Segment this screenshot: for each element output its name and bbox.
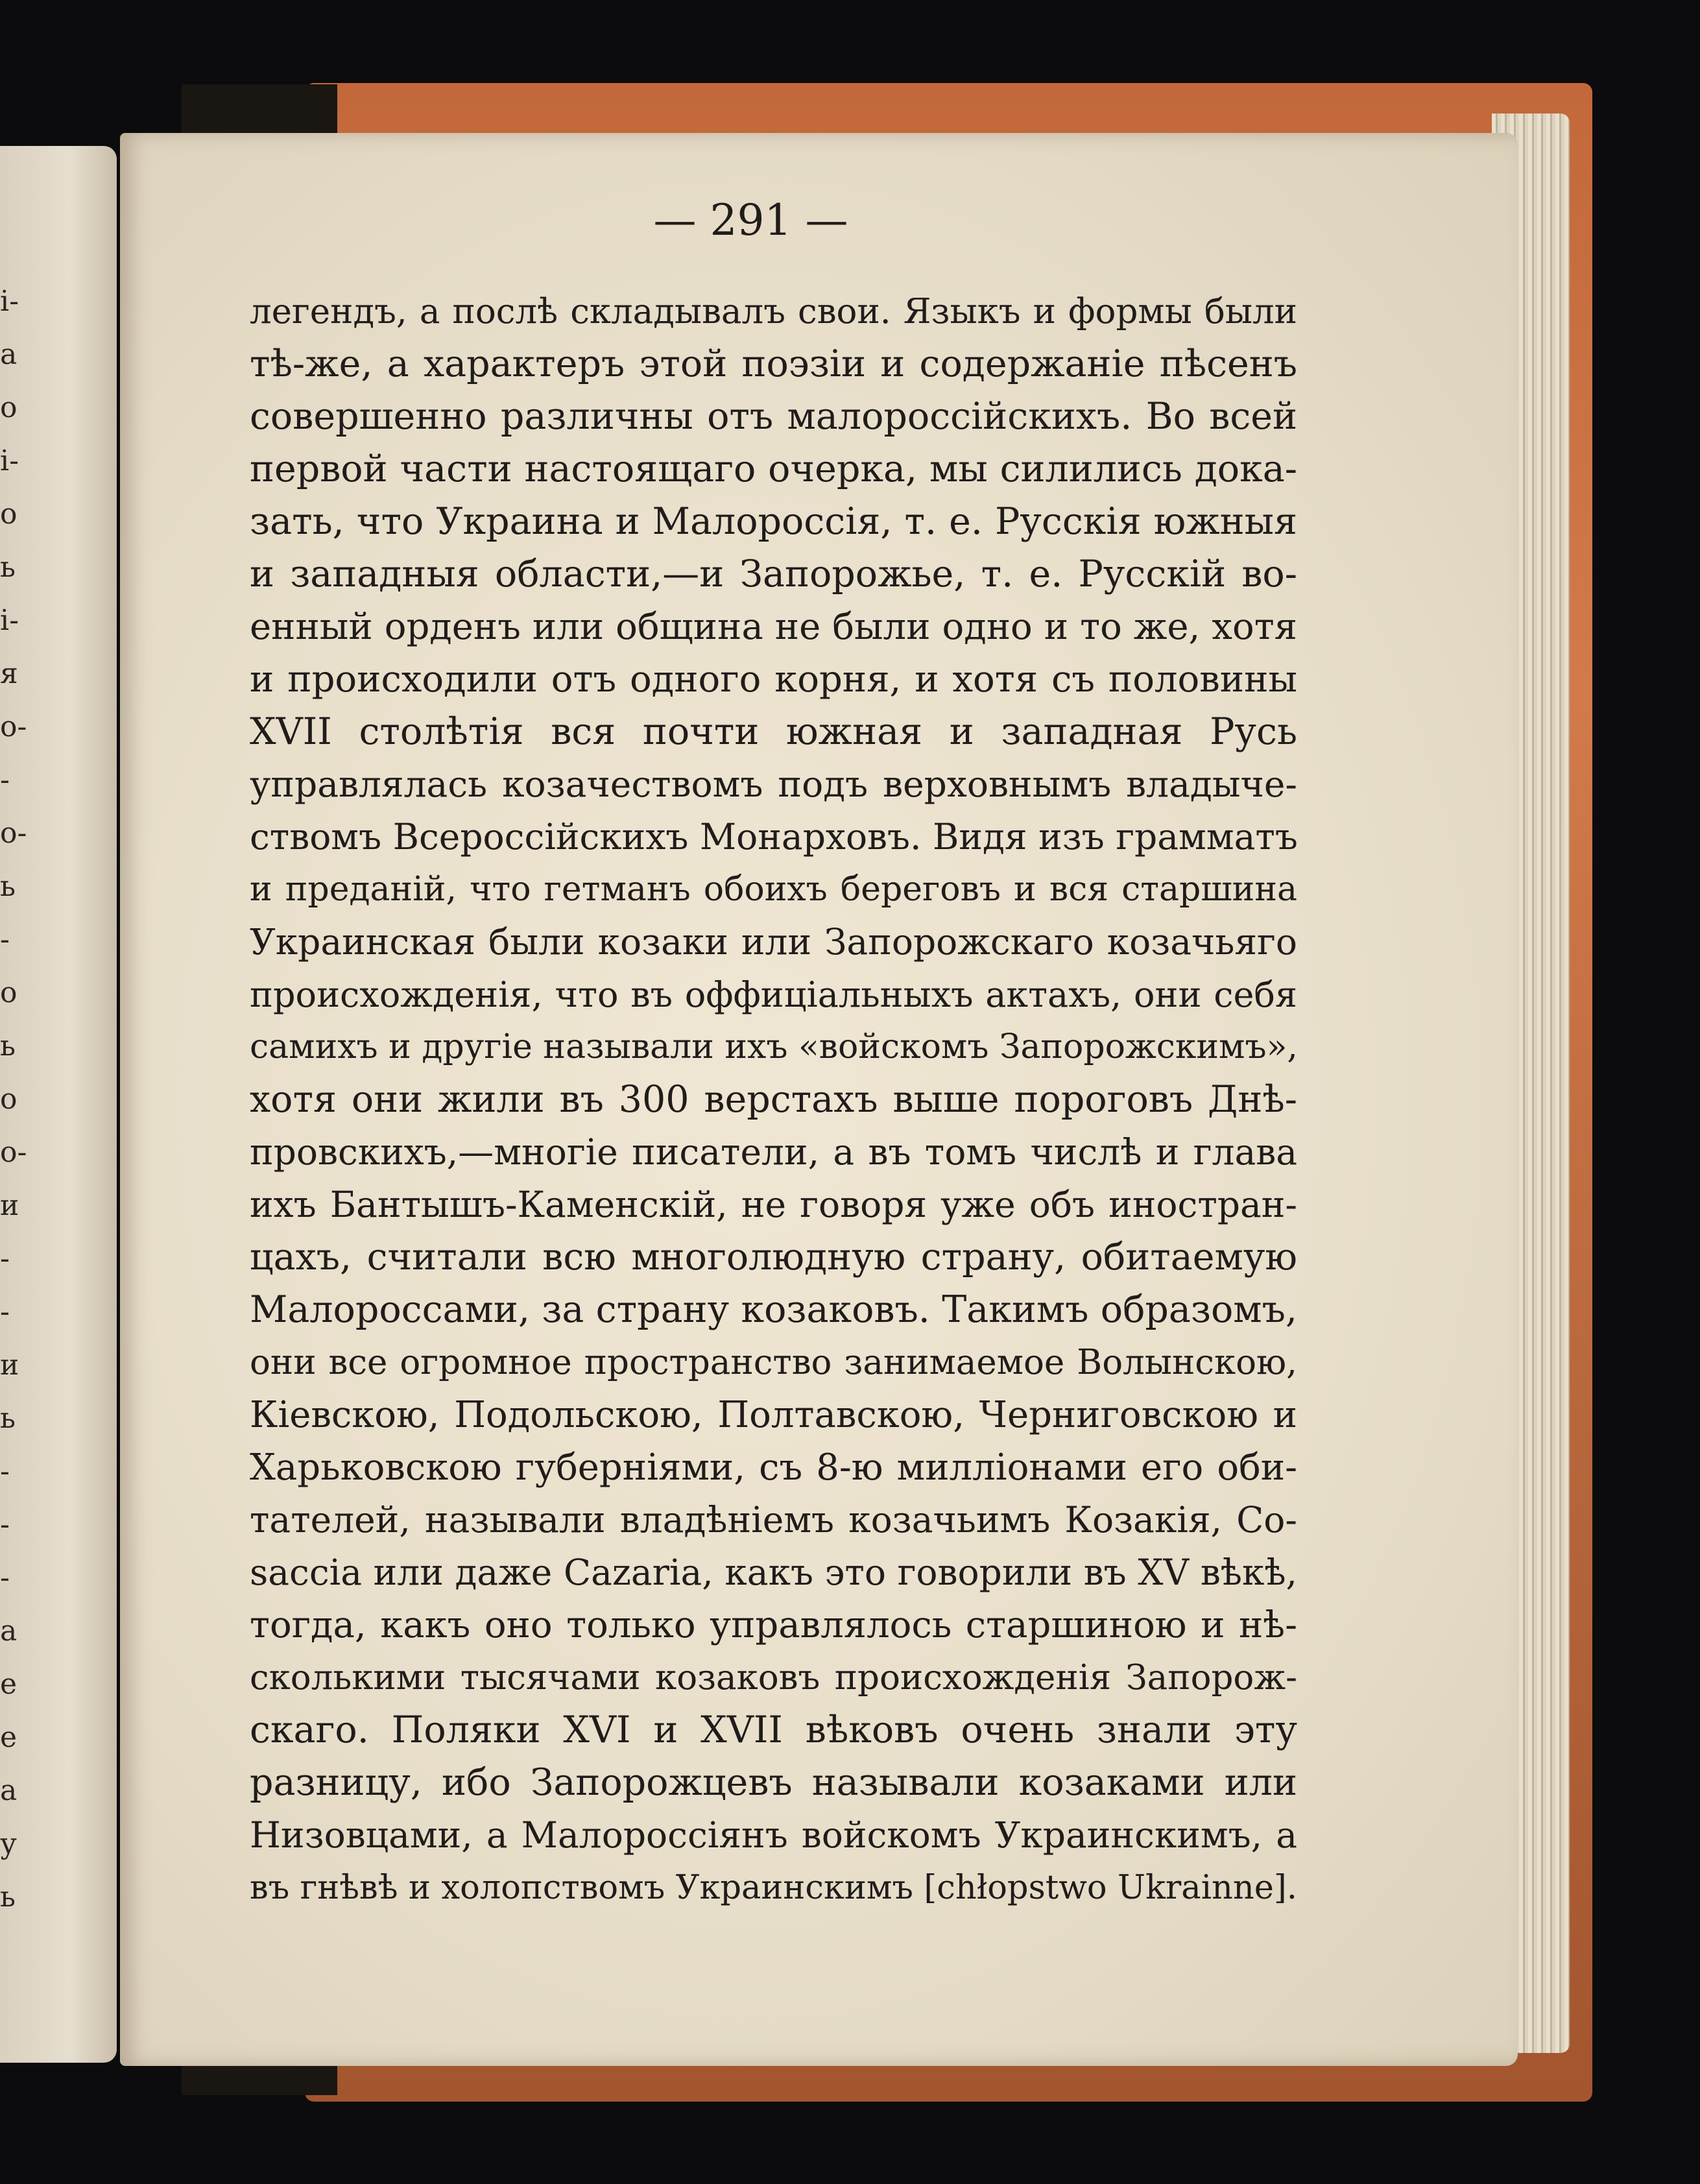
text-line: провскихъ,—многіе писатели, а въ томъ числѣ и глава: [250, 1131, 1297, 1173]
left-page-fragment: о-: [0, 817, 27, 850]
left-page: [0, 146, 117, 2063]
left-page-fragment: е: [0, 1668, 18, 1701]
text-line: ихъ Бантышъ-Каменскій, не говоря уже объ иностран-: [250, 1184, 1297, 1225]
left-page-fragment: о: [0, 976, 18, 1009]
left-page-fragment: -: [0, 1242, 10, 1275]
left-page-fragment: о: [0, 391, 18, 424]
left-page-fragment: -: [0, 763, 10, 797]
left-page-fragment: я: [0, 657, 18, 690]
left-page-fragment: а: [0, 1774, 18, 1807]
text-line: зать, что Украина и Малороссія, т. е. Русскія южныя: [250, 500, 1297, 543]
text-line: енный орденъ или община не были одно и то же, хотя: [250, 606, 1297, 648]
left-page-fragment: о: [0, 498, 18, 531]
left-page-fragment: -: [0, 1508, 10, 1541]
left-page-fragment: у: [0, 1827, 17, 1860]
left-page-fragment: е: [0, 1721, 18, 1754]
text-line: тогда, какъ оно только управлялось старшиною и нѣ-: [250, 1604, 1297, 1646]
text-line: хотя они жили въ 300 верстахъ выше пороговъ Днѣ-: [250, 1078, 1297, 1121]
left-page-fragment: -: [0, 1561, 10, 1594]
text-line: Кіевскою, Подольскою, Полтавскою, Черниговскою и: [250, 1394, 1297, 1436]
left-page-fragment: а: [0, 338, 18, 371]
text-line: совершенно различны отъ малороссійскихъ. Во всей: [250, 395, 1297, 438]
left-page-fragment: і-: [0, 285, 19, 318]
text-line: скаго. Поляки XVI и XVII вѣковъ очень знали эту: [250, 1709, 1297, 1751]
left-page-fragment: и: [0, 1349, 19, 1382]
text-line: первой части настоящаго очерка, мы силились дока-: [250, 448, 1297, 490]
left-page-fragment: о: [0, 1083, 18, 1116]
left-page-fragment: и: [0, 1189, 19, 1222]
left-page-fragment: ь: [0, 1880, 16, 1914]
left-page-fragment: -: [0, 1295, 10, 1328]
left-page-fragment: о-: [0, 710, 27, 743]
text-line: ствомъ Всероссійскихъ Монарховъ. Видя изъ грамматъ: [250, 816, 1298, 858]
left-page-fragment: ь: [0, 870, 16, 903]
text-line: они все огромное пространство занимаемое Волынскою,: [250, 1343, 1297, 1382]
text-line: и западныя области,—и Запорожье, т. е. Русскій во-: [250, 553, 1297, 595]
text-line: Малороссами, за страну козаковъ. Такимъ образомъ,: [250, 1288, 1297, 1331]
left-page-fragment: ь: [0, 1029, 16, 1062]
left-page-fragment: ь: [0, 1402, 16, 1435]
left-page-fragment: ь: [0, 551, 16, 584]
text-line: Харьковскою губерніями, съ 8-ю милліонами его оби-: [250, 1446, 1297, 1489]
text-line: происхожденія, что въ оффиціальныхъ актахъ, они себя: [250, 974, 1297, 1015]
text-line: цахъ, считали всю многолюдную страну, обитаемую: [250, 1236, 1297, 1278]
text-line: сколькими тысячами козаковъ происхожденія Запорож-: [250, 1658, 1297, 1698]
left-page-fragment: і-: [0, 444, 19, 477]
text-line: тателей, называли владѣніемъ козачьимъ Козакія, Co-: [250, 1499, 1297, 1541]
left-page-fragment: -: [0, 923, 10, 956]
text-line: самихъ и другіе называли ихъ «войскомъ Запорожскимъ»,: [250, 1027, 1298, 1066]
page-number: — 291 —: [653, 195, 848, 245]
left-page-fragment: о-: [0, 1136, 27, 1169]
text-line: Украинская были козаки или Запорожскаго козачьяго: [250, 921, 1297, 963]
text-line: въ гнѣвѣ и холопствомъ Украинскимъ [chłopstwo Ukrainne].: [250, 1869, 1297, 1907]
body-text: [250, 285, 1297, 1914]
text-line: управлялась козачествомъ подъ верховнымъ владыче-: [250, 763, 1297, 805]
text-line: разницу, ибо Запорожцевъ называли козаками или: [250, 1761, 1297, 1804]
text-line: и преданій, что гетманъ обоихъ береговъ и вся старшина: [250, 870, 1297, 909]
text-line: тѣ-же, а характеръ этой поэзіи и содержаніе пѣсенъ: [250, 342, 1297, 385]
left-page-fragment: -: [0, 1455, 10, 1488]
text-line: легендъ, а послѣ складывалъ свои. Языкъ и формы были: [250, 292, 1297, 331]
text-line: saccia или даже Cazaria, какъ это говорили въ XV вѣкѣ,: [250, 1552, 1297, 1593]
text-line: и происходили отъ одного корня, и хотя съ половины: [250, 658, 1297, 701]
text-line: XVII столѣтія вся почти южная и западная Русь: [250, 710, 1297, 753]
text-line: Низовцами, а Малороссіянъ войскомъ Украинскимъ, а: [250, 1814, 1297, 1856]
left-page-fragment: і-: [0, 604, 19, 637]
left-page-fragment: а: [0, 1614, 18, 1648]
